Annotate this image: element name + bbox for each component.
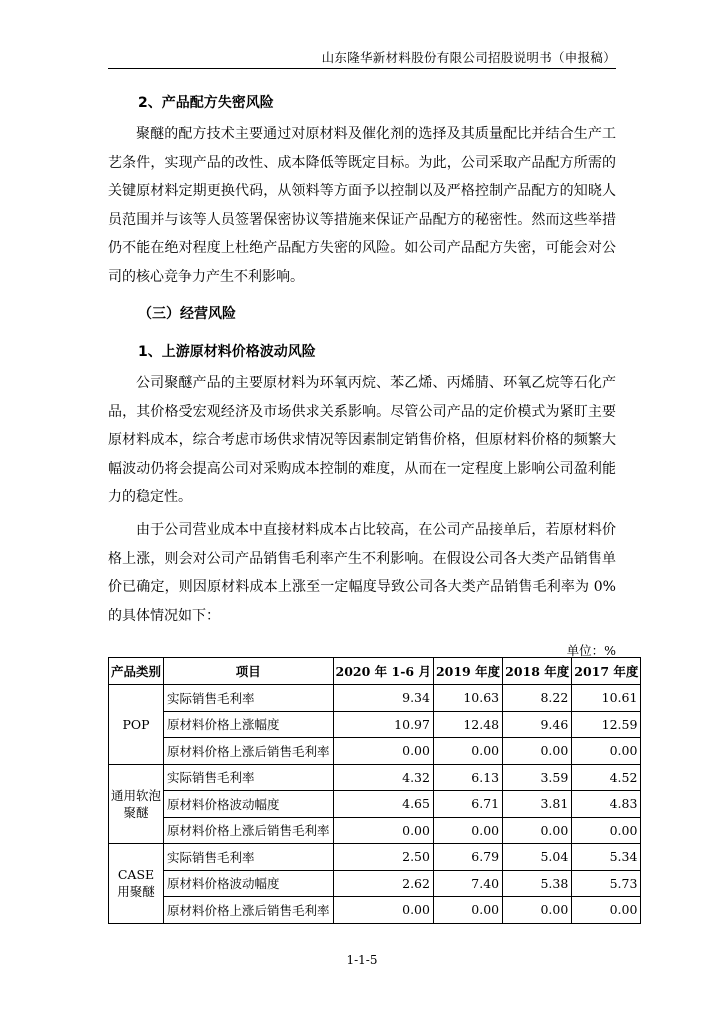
table-row (109, 870, 641, 897)
value-cell: 3.81 (503, 791, 572, 818)
table-header-row (109, 658, 641, 685)
gross-margin-table (108, 657, 641, 924)
value-cell: 9.46 (503, 711, 572, 738)
table-row (109, 685, 641, 712)
value-cell: 0.00 (433, 897, 502, 924)
value-cell: 2.50 (333, 844, 433, 871)
table-row (109, 791, 641, 818)
header-category: 产品类别 (109, 658, 164, 685)
paragraph-formula-leak: 聚醚的配方技术主要通过对原材料及催化剂的选择及其质量配比并结合生产工艺条件，实现产品的改性、成本降低等既定目标。为此，公司采取产品配方所需的关键原材料定期更换代码，从领料等方面予以控制以及严格控制产品配方的知晓人员范围并与该等人员签署保密协议等措施来保证产品配方的秘密性。然而这些举措仍不能在绝对程度上杜绝产品配方失密的风险。如公司产品配方失密，可能会对公司的核心竞争力产生不利影响。 (108, 126, 616, 285)
value-cell: 2.62 (333, 870, 433, 897)
value-cell: 7.40 (433, 870, 502, 897)
item-cell: 原材料价格波动幅度 (164, 870, 334, 897)
value-cell: 4.83 (572, 791, 641, 818)
value-cell: 0.00 (503, 897, 572, 924)
value-cell: 0.00 (433, 817, 502, 844)
value-cell: 0.00 (503, 817, 572, 844)
value-cell: 0.00 (433, 738, 502, 765)
value-cell: 0.00 (333, 738, 433, 765)
page-header: 山东隆华新材料股份有限公司招股说明书（申报稿） (321, 50, 616, 65)
value-cell: 12.48 (433, 711, 502, 738)
table-row (109, 897, 641, 924)
value-cell: 6.79 (433, 844, 502, 871)
header-item: 项目 (164, 658, 334, 685)
category-cell: POP (109, 685, 164, 765)
item-cell: 原材料价格上涨后销售毛利率 (164, 738, 334, 765)
value-cell: 4.32 (333, 764, 433, 791)
value-cell: 0.00 (572, 897, 641, 924)
paragraph-gross-margin: 由于公司营业成本中直接材料成本占比较高，在公司产品接单后，若原材料价格上涨，则会对公司产品销售毛利率产生不利影响。在假设公司各大类产品销售单价已确定，则因原材料成本上涨至一定幅度导致公司各大类产品销售毛利率为 0%的具体情况如下： (108, 522, 616, 624)
value-cell: 10.63 (433, 685, 502, 712)
value-cell: 0.00 (333, 897, 433, 924)
table-unit-label: 单位：% (566, 643, 616, 658)
category-cell: 通用软泡聚醚 (109, 764, 164, 844)
value-cell: 0.00 (503, 738, 572, 765)
header-divider (108, 68, 616, 69)
value-cell: 12.59 (572, 711, 641, 738)
value-cell: 9.34 (333, 685, 433, 712)
header-2020h1: 2020 年 1-6 月 (333, 658, 433, 685)
value-cell: 5.38 (503, 870, 572, 897)
value-cell: 4.52 (572, 764, 641, 791)
item-cell: 原材料价格上涨后销售毛利率 (164, 817, 334, 844)
paragraph-raw-material-price: 公司聚醚产品的主要原材料为环氧丙烷、苯乙烯、丙烯腈、环氧乙烷等石化产品，其价格受宏观经济及市场供求关系影响。尽管公司产品的定价模式为紧盯主要原材料成本，综合考虑市场供求情况等因素制定销售价格，但原材料价格的频繁大幅波动仍将会提高公司对采购成本控制的难度，从而在一定程度上影响公司盈利能力的稳定性。 (108, 375, 616, 505)
value-cell: 3.59 (503, 764, 572, 791)
table-row (109, 817, 641, 844)
value-cell: 10.61 (572, 685, 641, 712)
item-cell: 原材料价格上涨幅度 (164, 711, 334, 738)
item-cell: 原材料价格上涨后销售毛利率 (164, 897, 334, 924)
item-cell: 实际销售毛利率 (164, 844, 334, 871)
table-row (109, 711, 641, 738)
value-cell: 8.22 (503, 685, 572, 712)
value-cell: 4.65 (333, 791, 433, 818)
value-cell: 10.97 (333, 711, 433, 738)
header-2018: 2018 年度 (503, 658, 572, 685)
value-cell: 5.04 (503, 844, 572, 871)
header-2019: 2019 年度 (433, 658, 502, 685)
subsection-heading-raw-material-risk: 1、上游原材料价格波动风险 (138, 344, 316, 360)
value-cell: 6.13 (433, 764, 502, 791)
value-cell: 0.00 (333, 817, 433, 844)
table-row (109, 738, 641, 765)
section-heading-formula-leak: 2、产品配方失密风险 (138, 95, 274, 111)
table-row (109, 764, 641, 791)
table-row (109, 844, 641, 871)
item-cell: 原材料价格波动幅度 (164, 791, 334, 818)
section-heading-operating-risk: （三）经营风险 (138, 306, 236, 322)
header-2017: 2017 年度 (572, 658, 641, 685)
value-cell: 5.73 (572, 870, 641, 897)
value-cell: 0.00 (572, 738, 641, 765)
page-number: 1-1-5 (346, 953, 378, 967)
item-cell: 实际销售毛利率 (164, 685, 334, 712)
value-cell: 5.34 (572, 844, 641, 871)
value-cell: 0.00 (572, 817, 641, 844)
category-cell: CASE 用聚醚 (109, 844, 164, 924)
item-cell: 实际销售毛利率 (164, 764, 334, 791)
value-cell: 6.71 (433, 791, 502, 818)
